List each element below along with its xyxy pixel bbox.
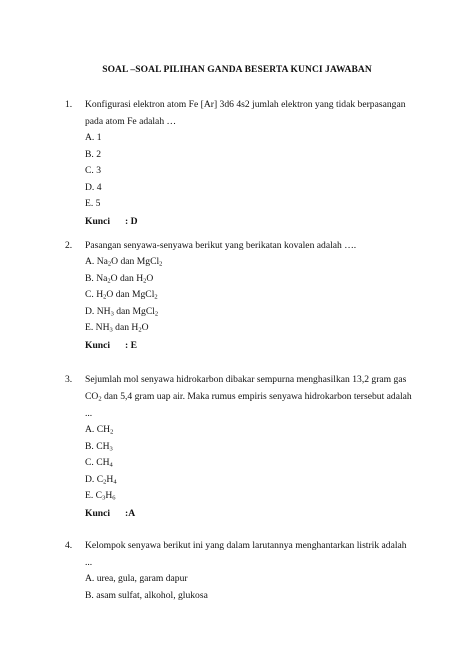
option-e: E. $NH_3$ dan $H_2O$ (85, 322, 149, 334)
question-number: 1. (65, 99, 73, 110)
answer-key-label: Kunci (85, 215, 111, 227)
stem-line: ... (85, 408, 93, 419)
question-stem (85, 537, 425, 571)
answer-key (85, 337, 425, 355)
stem-line: $CO_2$ dan 5,4 gram uap air. Maka rumus empiris senyawa hidrokarbon tersebut adalah (85, 391, 412, 403)
question-stem (85, 371, 425, 422)
stem-line: Pasangan senyawa-senyawa berikut yang berikatan kovalen adalah …. (85, 240, 357, 251)
option-e: E. 5 (85, 198, 101, 209)
answer-key-value: : E (125, 339, 137, 351)
question-number: 4. (65, 540, 73, 551)
options-list (85, 130, 425, 231)
option-c: C. $H_2O$ dan MgCl$_2$ (85, 289, 158, 301)
option-d: D. $NH_3$ dan MgCl$_2$ (85, 305, 159, 317)
options-list (85, 571, 425, 604)
stem-line: Kelompok senyawa berikut ini yang dalam larutannya menghantarkan listrik adalah (85, 540, 407, 551)
option-b: B. 2 (85, 148, 101, 160)
stem-line: pada atom Fe adalah … (85, 116, 177, 127)
answer-key (85, 213, 425, 231)
option-d: D. 4 (85, 181, 102, 193)
option-d: D. $C_2H_4$ (85, 473, 117, 485)
stem-line: Sejumlah mol senyawa hidrokarbon dibakar sempurna menghasilkan 13,2 gram gas (85, 374, 407, 385)
options-list (85, 422, 425, 523)
stem-line: Konfigurasi elektron atom Fe [Ar] 3d6 4s2 jumlah elektron yang tidak berpasangan (85, 99, 406, 110)
answer-key-label: Kunci (85, 339, 111, 351)
option-b: B. asam sulfat, alkohol, glukosa (85, 589, 208, 601)
answer-key-label: Kunci (85, 507, 111, 519)
question-4 (65, 537, 425, 604)
question-3 (65, 371, 425, 523)
question-1 (65, 96, 425, 231)
page-title: SOAL –SOAL PILIHAN GANDA BESERTA KUNCI JAWABAN (102, 65, 372, 75)
question-stem (85, 237, 425, 254)
option-a: A. $CH_2$ (85, 424, 114, 436)
option-a: A. 1 (85, 132, 102, 143)
options-list (85, 254, 425, 355)
question-2 (65, 237, 425, 355)
option-b: B. $CH_3$ (85, 440, 113, 452)
option-c: C. $CH_4$ (85, 457, 113, 469)
option-b: B. $Na_2O$ dan $H_2O$ (85, 272, 154, 284)
option-a: A. urea, gula, garam dapur (85, 573, 188, 584)
stem-line: ... (85, 557, 93, 568)
question-stem (85, 96, 425, 130)
option-a: A. $Na_2O$ dan MgCl$_2$ (85, 256, 163, 268)
answer-key-value: :A (125, 507, 136, 519)
option-c: C. 3 (85, 165, 101, 176)
answer-key (85, 505, 425, 523)
answer-key-value: : D (125, 215, 138, 227)
question-number: 2. (65, 240, 73, 251)
option-e: E. $C_3H_6$ (85, 490, 116, 502)
question-number: 3. (65, 374, 73, 385)
